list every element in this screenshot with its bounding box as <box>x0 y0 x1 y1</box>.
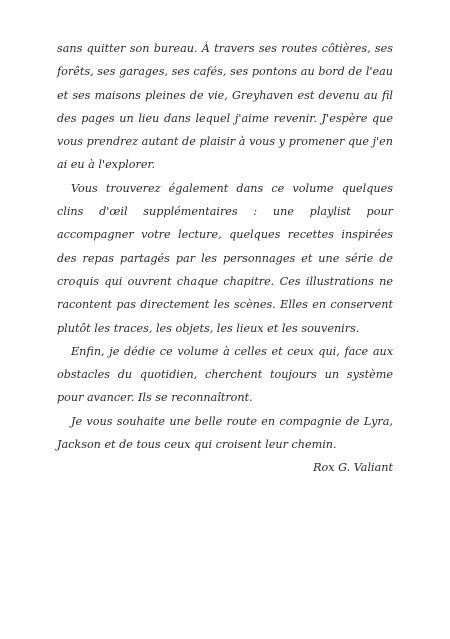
paragraph-bonus-content: Vous trouverez également dans ce volume quelques clins d'œil supplémentaires : une playlist pour accompagner votre lecture, quelques recettes inspirées des repas partagés par les personnages et une série de croquis qui ouvrent chaque chapitre. Ces illustrations ne racontent pas directement les scènes. Elles en conservent plutôt les traces, les objets, les lieux et les souvenirs. <box>57 181 393 335</box>
paragraph-continuation: sans quitter son bureau. À travers ses routes côtières, ses forêts, ses garages, ses cafés, ses pontons au bord de l'eau et ses maisons pleines de vie, Greyhaven est devenu au fil des pages un lieu dans lequel j'aime revenir. J'espère que vous prendrez autant de plaisir à vous y promener que j'en ai eu à l'explorer. <box>57 42 393 172</box>
paragraph-dedication: Enfin, je dédie ce volume à celles et ceux qui, face aux obstacles du quotidien, cherchent toujours un système pour avancer. Ils se reconnaîtront. <box>57 344 393 405</box>
author-signature: Rox G. Valiant <box>313 461 393 475</box>
body-text <box>57 37 393 480</box>
paragraph-wishes: Je vous souhaite une belle route en compagnie de Lyra, Jackson et de tous ceux qui croisent leur chemin. <box>57 414 393 452</box>
